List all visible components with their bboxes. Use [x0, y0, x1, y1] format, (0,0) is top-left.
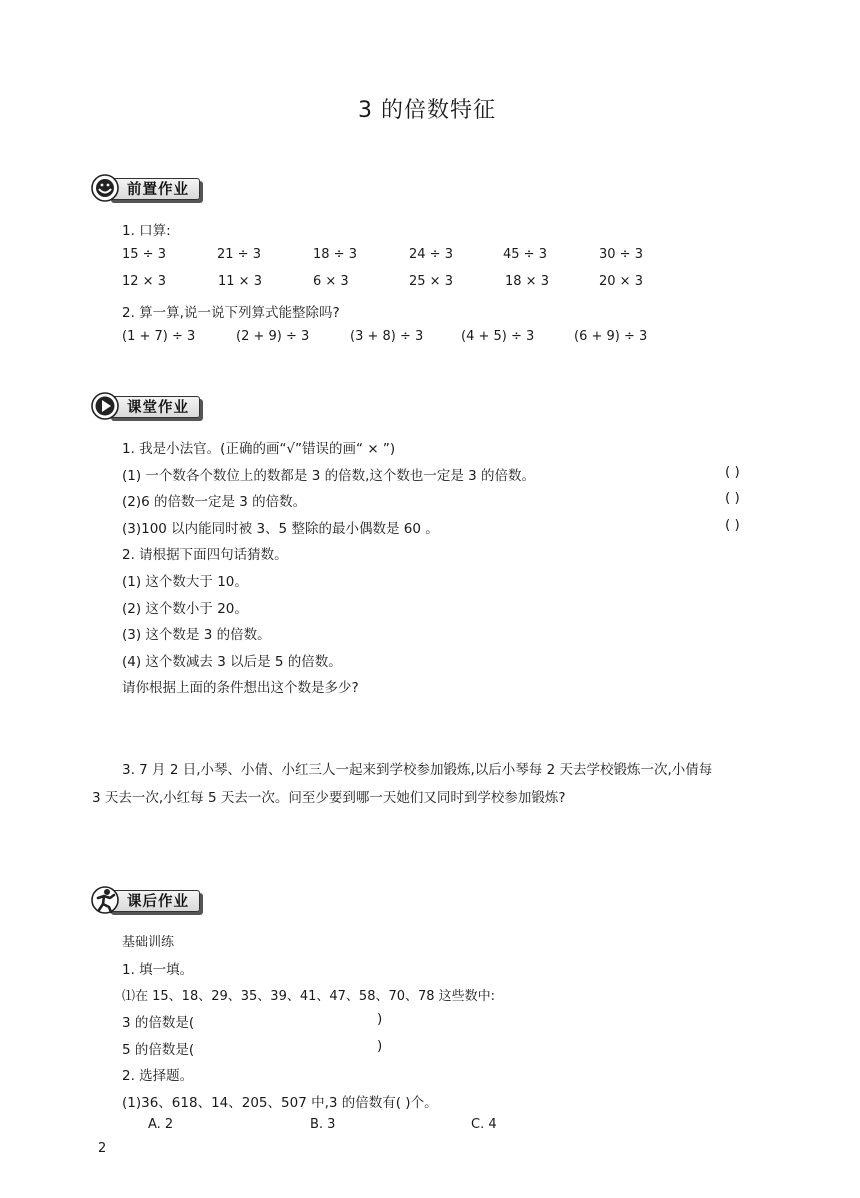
play-badge-icon	[90, 389, 124, 423]
after-q2-label: 2. 选择题。	[122, 1068, 194, 1084]
section-banner-after	[90, 883, 214, 919]
calc-item: (6 + 9) ÷ 3	[574, 329, 648, 344]
class-q3-line1: 3. 7 月 2 日,小琴、小倩、小红三人一起来到学校参加锻炼,以后小琴每 2 天去学校锻炼一次,小倩每	[122, 762, 713, 778]
calc-item: 6 × 3	[313, 274, 349, 289]
calc-item: 11 × 3	[218, 274, 262, 289]
fill-label-3: 3 的倍数是(	[122, 1015, 195, 1031]
after-subheading: 基础训练	[122, 935, 175, 950]
calc-item: (1 + 7) ÷ 3	[122, 329, 196, 344]
section-banner-pre	[90, 171, 210, 207]
calc-item: 18 ÷ 3	[313, 247, 357, 262]
calc-item: 15 ÷ 3	[122, 247, 166, 262]
choice-option-b: B. 3	[310, 1117, 336, 1132]
answer-blank: ( )	[725, 490, 740, 506]
pre-q2-label: 2. 算一算,说一说下列算式能整除吗?	[122, 305, 340, 321]
calc-item: 12 × 3	[122, 274, 166, 289]
banner-label: 前置作业	[127, 182, 189, 198]
runner-badge-icon	[90, 883, 124, 917]
answer-blank: ( )	[725, 464, 740, 480]
class-q3-line2: 3 天去一次,小红每 5 天去一次。问至少要到哪一天她们又同时到学校参加锻炼?	[92, 790, 566, 806]
class-q2-label: 2. 请根据下面四句话猜数。	[122, 547, 288, 563]
choice-option-a: A. 2	[148, 1117, 174, 1132]
close-paren: )	[377, 1011, 383, 1027]
page-number: 2	[98, 1141, 107, 1156]
page-title: 3 的倍数特征	[358, 98, 496, 123]
fill-label-5: 5 的倍数是(	[122, 1042, 195, 1058]
judge-item: (1) 一个数各个数位上的数都是 3 的倍数,这个数也一定是 3 的倍数。	[122, 468, 536, 484]
clue-item: (2) 这个数小于 20。	[122, 601, 248, 617]
judge-item: (3)100 以内能同时被 3、5 整除的最小偶数是 60 。	[122, 521, 439, 537]
calc-item: 21 ÷ 3	[217, 247, 261, 262]
calc-item: 24 ÷ 3	[409, 247, 453, 262]
after-q1-intro: ⑴在 15、18、29、35、39、41、47、58、70、78 这些数中:	[122, 989, 496, 1004]
clue-item: (4) 这个数减去 3 以后是 5 的倍数。	[122, 654, 342, 670]
choice-question: (1)36、618、14、205、507 中,3 的倍数有( )个。	[122, 1095, 438, 1111]
pre-q1-label: 1. 口算:	[122, 223, 171, 239]
clue-item: (3) 这个数是 3 的倍数。	[122, 627, 271, 643]
calc-item: 30 ÷ 3	[599, 247, 643, 262]
banner-label: 课堂作业	[127, 400, 189, 416]
banner-label: 课后作业	[127, 894, 189, 910]
calc-item: 25 × 3	[409, 274, 453, 289]
section-banner-class	[90, 389, 210, 425]
close-paren: )	[377, 1038, 383, 1054]
judge-item: (2)6 的倍数一定是 3 的倍数。	[122, 494, 307, 510]
smile-badge-icon	[90, 171, 124, 205]
calc-item: (2 + 9) ÷ 3	[236, 329, 310, 344]
calc-item: (4 + 5) ÷ 3	[461, 329, 535, 344]
after-q1-label: 1. 填一填。	[122, 962, 194, 978]
calc-item: 45 ÷ 3	[503, 247, 547, 262]
calc-item: (3 + 8) ÷ 3	[350, 329, 424, 344]
answer-blank: ( )	[725, 517, 740, 533]
calc-item: 20 × 3	[599, 274, 643, 289]
choice-option-c: C. 4	[471, 1117, 497, 1132]
calc-item: 18 × 3	[505, 274, 549, 289]
clue-item: (1) 这个数大于 10。	[122, 574, 248, 590]
class-q2-question: 请你根据上面的条件想出这个数是多少?	[122, 680, 359, 696]
class-q1-label: 1. 我是小法官。(正确的画“√”错误的画“ × ”)	[122, 441, 396, 457]
